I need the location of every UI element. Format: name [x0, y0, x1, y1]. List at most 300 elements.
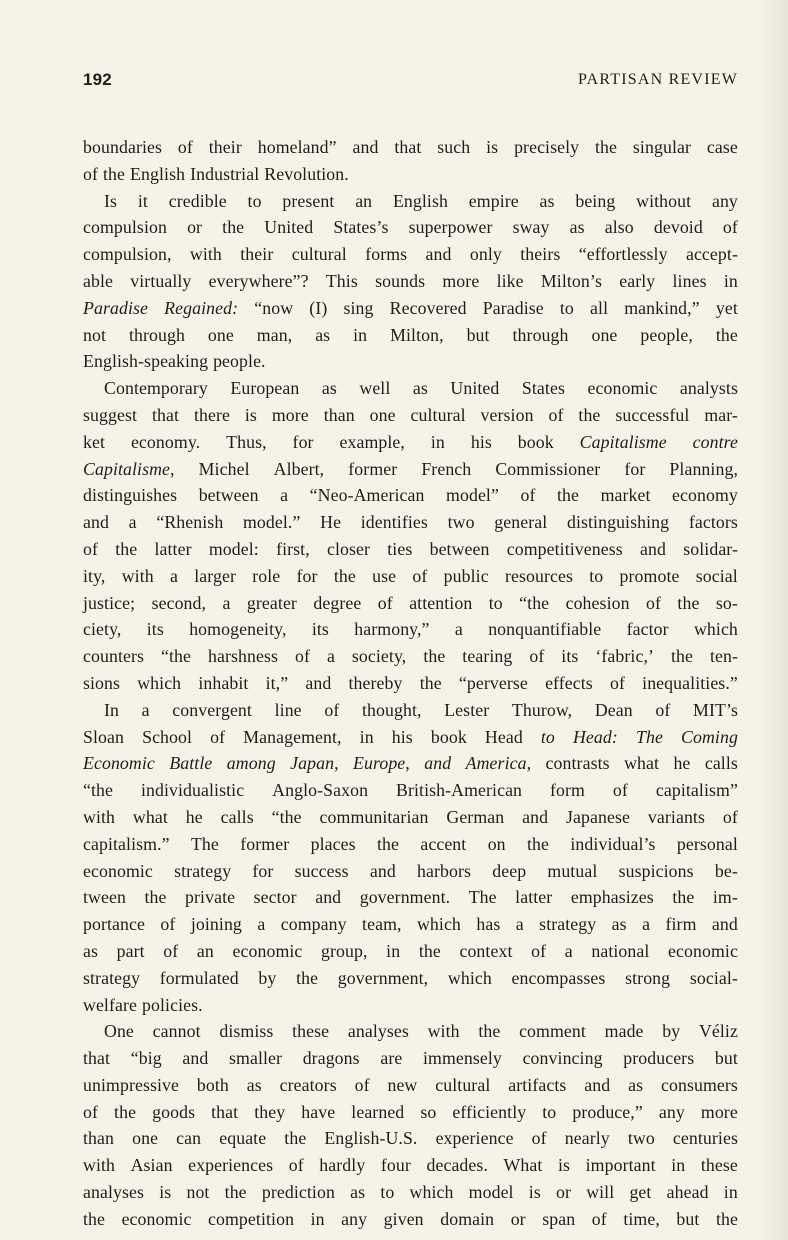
text-word: latter: [154, 538, 192, 559]
text-word: Commissioner: [495, 458, 601, 479]
text-word: Capitalisme,: [83, 458, 175, 479]
text-word: experience: [435, 1128, 514, 1149]
text-word: but: [714, 1048, 738, 1069]
text-word: form: [550, 780, 585, 801]
text-word: by: [258, 967, 277, 988]
text-word: welfare: [83, 994, 138, 1015]
text-line: [83, 456, 738, 483]
text-word: of: [655, 699, 671, 720]
text-word: to: [247, 190, 262, 211]
text-word: of: [529, 646, 545, 667]
text-word: or: [187, 217, 203, 238]
text-word: competitiveness: [506, 538, 623, 559]
text-word: ahead: [666, 1182, 709, 1203]
text-word: Milton’s: [540, 270, 602, 291]
text-word: the: [376, 833, 399, 854]
text-line: [83, 724, 738, 751]
text-word: but: [466, 324, 490, 345]
text-word: firm: [665, 914, 697, 935]
text-line: [83, 697, 738, 724]
text-word: the: [527, 833, 550, 854]
text-word: part: [116, 940, 145, 961]
text-word: Recovered: [389, 297, 467, 318]
text-word: contrasts: [545, 753, 610, 774]
text-word: that: [151, 404, 180, 425]
text-word: deep: [492, 860, 527, 881]
text-word: is: [159, 1182, 172, 1203]
text-word: of: [722, 806, 738, 827]
text-word: dismiss: [219, 1021, 274, 1042]
text-word: his: [391, 726, 413, 747]
text-word: than: [323, 404, 355, 425]
text-word: so-: [715, 592, 738, 613]
text-word: the: [144, 887, 167, 908]
text-line: [83, 1072, 738, 1099]
text-word: ity,: [83, 565, 106, 586]
text-word: personal: [676, 833, 738, 854]
text-word: in: [671, 1155, 686, 1176]
text-word: mankind,”: [624, 297, 700, 318]
text-line: [83, 134, 738, 161]
text-word: calls: [704, 753, 738, 774]
text-line: [83, 375, 738, 402]
body-text: [83, 134, 738, 1233]
text-word: closer: [326, 538, 371, 559]
text-word: in: [723, 270, 738, 291]
text-word: a: [141, 699, 150, 720]
text-word: sector: [253, 887, 297, 908]
text-word: and: [369, 860, 396, 881]
text-word: sway: [512, 217, 550, 238]
text-word: its: [561, 646, 579, 667]
text-word: both: [196, 1074, 229, 1095]
text-word: role: [252, 565, 281, 586]
text-word: Sloan: [83, 726, 125, 747]
text-word: Thurow,: [511, 699, 573, 720]
text-word: immensely: [422, 1048, 502, 1069]
text-word: factors: [688, 512, 738, 533]
text-word: the: [672, 887, 695, 908]
text-word: a: [564, 940, 573, 961]
text-word: social: [695, 565, 738, 586]
text-word: cultural: [410, 404, 466, 425]
text-word: these: [700, 1155, 738, 1176]
text-word: model”: [446, 485, 499, 506]
text-word: the: [419, 672, 442, 693]
text-word: with: [427, 1021, 460, 1042]
text-word: for: [624, 458, 646, 479]
text-word: mutual: [547, 860, 598, 881]
text-word: devoid: [653, 217, 703, 238]
text-word: people,: [640, 324, 693, 345]
text-word: superpower: [408, 217, 493, 238]
text-word: a: [454, 619, 463, 640]
text-word: counters: [83, 646, 145, 667]
text-word: producers: [623, 1048, 695, 1069]
text-word: economic: [83, 860, 153, 881]
text-word: America,: [465, 753, 532, 774]
text-word: ten-: [709, 646, 738, 667]
text-word: English-U.S.: [324, 1128, 418, 1149]
text-word: The: [190, 833, 219, 854]
text-word: precisely: [514, 137, 580, 157]
text-word: of: [531, 1128, 547, 1149]
text-line: [83, 536, 738, 563]
text-word: empire: [468, 190, 519, 211]
text-line: [83, 616, 738, 643]
text-line: [83, 831, 738, 858]
text-word: policies.: [142, 994, 203, 1015]
text-line: [83, 777, 738, 804]
text-word: the: [578, 404, 601, 425]
text-word: as: [611, 914, 627, 935]
text-line: [83, 590, 738, 617]
text-word: United: [450, 378, 500, 399]
text-word: given: [383, 1208, 424, 1229]
text-word: man,: [256, 324, 293, 345]
text-word: What: [503, 1155, 543, 1176]
text-word: in: [310, 1208, 325, 1229]
text-line: [83, 348, 738, 375]
text-word: line: [274, 699, 302, 720]
text-line: [83, 402, 738, 429]
text-word: more: [442, 270, 480, 291]
text-word: between: [198, 485, 259, 506]
text-word: use: [372, 565, 397, 586]
page-number: 192: [83, 70, 112, 89]
text-word: success: [294, 860, 349, 881]
text-word: be-: [714, 860, 738, 881]
text-word: prediction: [261, 1182, 335, 1203]
text-word: cannot: [152, 1021, 201, 1042]
text-word: Asian: [130, 1155, 173, 1176]
text-word: Thus,: [226, 431, 267, 452]
text-word: former: [240, 833, 290, 854]
text-word: model.”: [242, 512, 301, 533]
text-word: homogeneity,: [189, 619, 287, 640]
text-word: as: [412, 378, 428, 399]
text-word: Capitalisme: [579, 431, 667, 452]
text-word: portance: [83, 914, 146, 935]
text-word: of: [548, 404, 564, 425]
text-word: cultural: [291, 244, 347, 265]
text-word: strategy: [83, 967, 141, 988]
text-word: inhabit: [198, 672, 249, 693]
text-word: to: [540, 726, 555, 747]
text-word: of: [520, 485, 536, 506]
text-word: Coming: [681, 726, 738, 747]
text-line: [83, 938, 738, 965]
text-word: produce,”: [572, 1101, 643, 1122]
text-word: hardly: [319, 1155, 366, 1176]
text-word: of: [354, 1074, 370, 1095]
text-word: is: [558, 1155, 571, 1176]
text-word: lines: [672, 270, 707, 291]
text-word: such: [437, 137, 471, 157]
text-word: or: [556, 1182, 572, 1203]
text-word: important: [585, 1155, 656, 1176]
journal-title: PARTISAN REVIEW: [577, 71, 738, 88]
text-word: nearly: [564, 1128, 610, 1149]
text-word: strong: [625, 967, 671, 988]
text-word: larger: [194, 565, 236, 586]
text-word: tween: [83, 887, 126, 908]
text-word: example,: [339, 431, 405, 452]
text-word: all: [590, 297, 609, 318]
text-word: it,”: [265, 672, 289, 693]
text-word: an: [196, 940, 214, 961]
text-word: of: [377, 592, 393, 613]
text-word: of: [609, 672, 625, 693]
text-word: ‘fabric,’: [595, 646, 655, 667]
text-word: of: [294, 646, 310, 667]
text-word: one: [207, 324, 234, 345]
text-word: resources: [504, 565, 573, 586]
text-word: Management,: [243, 726, 342, 747]
text-word: encompasses: [511, 967, 606, 988]
text-word: of: [288, 1155, 304, 1176]
text-line: [83, 214, 738, 241]
text-word: team,: [362, 914, 402, 935]
text-line: [83, 670, 738, 697]
text-word: attention: [409, 592, 473, 613]
text-word: distinguishes: [83, 485, 178, 506]
text-word: an: [355, 190, 373, 211]
text-word: States’s: [333, 217, 389, 238]
text-word: inequalities.”: [642, 672, 738, 693]
text-line: [83, 1099, 738, 1126]
text-word: also: [604, 217, 634, 238]
text-word: for: [252, 860, 274, 881]
text-word: sounds: [375, 270, 426, 291]
text-word: MIT’s: [693, 699, 738, 720]
text-word: as: [83, 940, 99, 961]
text-word: without: [636, 190, 692, 211]
text-word: has: [476, 914, 501, 935]
text-word: with: [83, 1155, 116, 1176]
text-word: the: [478, 1021, 501, 1042]
text-word: analyses: [347, 1021, 409, 1042]
text-word: government.: [359, 887, 451, 908]
text-word: im-: [712, 887, 738, 908]
text-word: the: [557, 485, 580, 506]
text-word: social-: [689, 967, 738, 988]
text-word: artifacts: [508, 1074, 567, 1095]
text-word: English: [130, 163, 186, 184]
text-word: span: [542, 1208, 576, 1229]
text-line: [83, 992, 738, 1019]
text-word: which: [447, 967, 492, 988]
text-word: unimpressive: [83, 1074, 180, 1095]
text-word: any: [711, 190, 738, 211]
text-word: and: [425, 244, 452, 265]
text-word: more: [700, 1101, 738, 1122]
text-word: the: [224, 1182, 247, 1203]
text-word: Head: [484, 726, 523, 747]
text-word: He: [320, 512, 342, 533]
text-word: of: [722, 217, 738, 238]
text-word: as: [569, 217, 585, 238]
text-word: that: [394, 137, 422, 157]
text-word: which: [409, 1182, 454, 1203]
text-line: [83, 188, 738, 215]
text-word: he: [185, 806, 203, 827]
text-word: case: [706, 137, 738, 157]
text-word: “perverse: [458, 672, 528, 693]
text-line: [83, 1125, 738, 1152]
text-word: and: [522, 806, 549, 827]
text-word: economy.: [130, 431, 201, 452]
text-word: learned: [351, 1101, 405, 1122]
text-word: not: [186, 1182, 210, 1203]
text-word: the: [677, 592, 700, 613]
text-word: have: [301, 1101, 336, 1122]
text-word: economic: [668, 940, 738, 961]
running-head: [83, 70, 738, 92]
text-word: the: [114, 1101, 137, 1122]
text-line: [83, 643, 738, 670]
text-word: can: [176, 1128, 202, 1149]
text-word: capitalism”: [655, 780, 738, 801]
text-word: Milton,: [390, 324, 444, 345]
text-word: public: [443, 565, 489, 586]
text-word: equate: [219, 1128, 267, 1149]
text-word: first,: [276, 538, 310, 559]
text-word: ket: [83, 431, 106, 452]
text-word: Japan,: [290, 753, 339, 774]
text-word: market: [600, 485, 651, 506]
text-word: accept-: [685, 244, 738, 265]
text-line: [83, 295, 738, 322]
text-word: Revolution.: [264, 163, 349, 184]
text-word: private: [185, 887, 236, 908]
text-word: of: [163, 940, 179, 961]
text-line: [83, 1018, 738, 1045]
text-word: book: [517, 431, 554, 452]
text-word: Battle: [169, 753, 213, 774]
text-word: This: [325, 270, 358, 291]
text-word: a: [326, 646, 335, 667]
text-line: [83, 1179, 738, 1206]
text-word: joining: [190, 914, 242, 935]
text-word: “the: [161, 646, 192, 667]
text-word: the: [595, 137, 618, 157]
text-word: through: [512, 324, 569, 345]
text-word: on: [487, 833, 506, 854]
text-word: analyses: [83, 1182, 145, 1203]
text-word: effects: [545, 672, 593, 693]
text-word: more: [271, 404, 309, 425]
text-word: calls: [220, 806, 254, 827]
text-word: as: [628, 1074, 644, 1095]
text-word: people.: [213, 351, 266, 372]
text-word: and: [584, 1074, 611, 1095]
text-word: is: [486, 137, 499, 157]
text-word: one: [369, 404, 396, 425]
text-word: individualistic: [140, 780, 245, 801]
text-word: of: [591, 1208, 607, 1229]
text-word: and: [83, 512, 109, 533]
text-word: in: [723, 1182, 738, 1203]
text-word: its: [146, 619, 164, 640]
text-word: Regained:: [164, 297, 239, 318]
text-word: solidar-: [683, 538, 738, 559]
text-word: made: [604, 1021, 644, 1042]
text-word: his: [470, 431, 492, 452]
text-word: for: [296, 565, 318, 586]
text-word: as: [315, 324, 331, 345]
text-word: “Rhenish: [156, 512, 224, 533]
page-edge-shadow: [762, 0, 788, 1240]
text-word: efficiently: [452, 1101, 527, 1122]
text-word: second,: [151, 592, 207, 613]
text-word: domain: [440, 1208, 495, 1229]
text-word: the: [222, 217, 245, 238]
text-word: cohesion: [565, 592, 630, 613]
text-word: “now: [254, 297, 294, 318]
text-word: the: [670, 646, 693, 667]
text-word: the: [715, 1208, 738, 1229]
text-line: [83, 429, 738, 456]
text-word: with: [83, 806, 116, 827]
text-word: is: [244, 404, 257, 425]
text-word: book: [430, 726, 467, 747]
text-word: harshness: [207, 646, 279, 667]
text-word: compulsion,: [83, 244, 172, 265]
text-line: [83, 965, 738, 992]
text-word: early: [619, 270, 656, 291]
text-word: English: [392, 190, 448, 211]
text-word: the: [115, 538, 138, 559]
text-word: everywhere”?: [208, 270, 309, 291]
text-word: what: [624, 753, 660, 774]
text-word: convergent: [172, 699, 252, 720]
text-line: [83, 1152, 738, 1179]
text-word: a: [257, 914, 266, 935]
text-word: in: [359, 726, 374, 747]
text-word: which: [693, 619, 738, 640]
text-word: “big: [130, 1048, 162, 1069]
text-word: are: [380, 1048, 403, 1069]
text-word: its: [311, 619, 329, 640]
text-word: like: [496, 270, 524, 291]
text-line: [83, 1045, 738, 1072]
text-word: Anglo-Saxon: [272, 780, 369, 801]
text-word: any: [341, 1208, 368, 1229]
text-word: capitalism.”: [83, 833, 170, 854]
text-word: dragons: [302, 1048, 360, 1069]
text-word: One: [104, 1021, 134, 1042]
text-word: they: [254, 1101, 286, 1122]
text-word: with: [121, 565, 154, 586]
text-word: of: [177, 137, 193, 157]
text-word: in: [430, 431, 445, 452]
text-word: smaller: [229, 1048, 283, 1069]
text-word: sing: [343, 297, 374, 318]
text-word: Michel: [198, 458, 250, 479]
text-word: the: [103, 163, 126, 184]
text-word: Planning,: [669, 458, 738, 479]
text-word: so: [420, 1101, 437, 1122]
text-word: of: [210, 726, 226, 747]
text-word: but: [676, 1208, 700, 1229]
text-word: successful: [615, 404, 690, 425]
text-word: what: [132, 806, 168, 827]
text-word: mar-: [704, 404, 738, 425]
text-word: Japanese: [566, 806, 631, 827]
text-word: being: [575, 190, 616, 211]
text-word: of: [160, 914, 176, 935]
